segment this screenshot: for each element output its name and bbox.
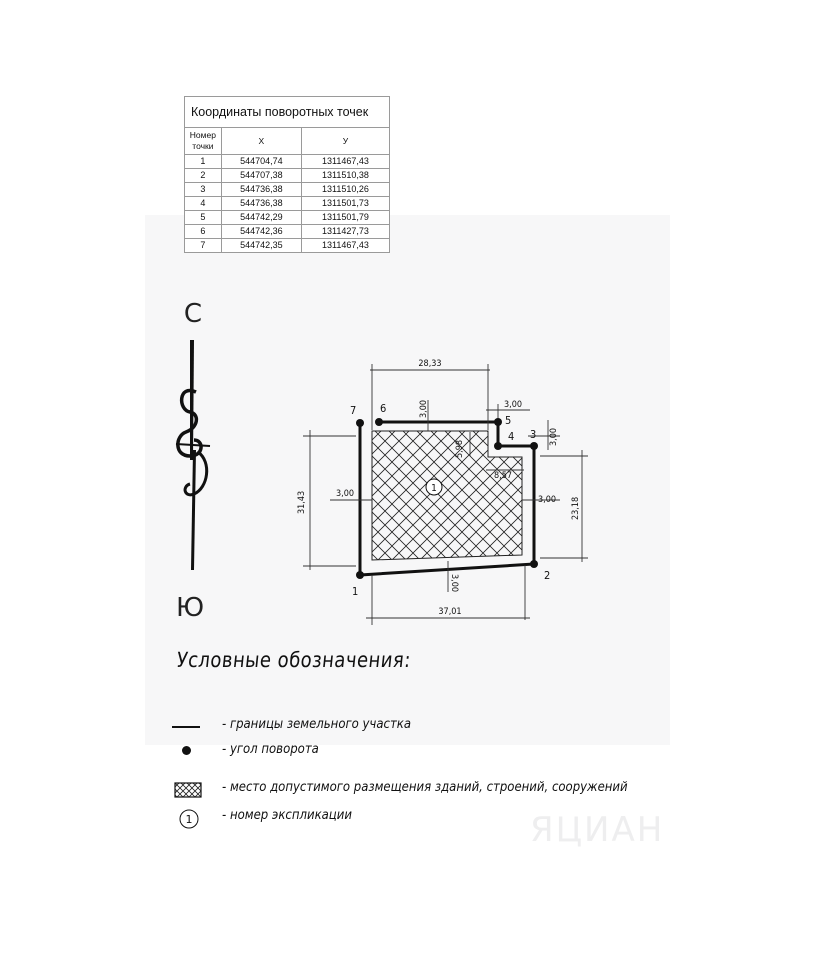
- corner-point-3: [530, 442, 538, 450]
- coord-x: 544742,35: [221, 239, 301, 253]
- coord-x: 544742,29: [221, 211, 301, 225]
- dim-top-setback: 3,00: [419, 399, 429, 418]
- point-number: 1: [185, 155, 222, 169]
- legend-corner-text: - угол поворота: [222, 742, 319, 757]
- coord-x: 544704,74: [221, 155, 301, 169]
- corner-point-6: [375, 418, 383, 426]
- point-label-2: 2: [544, 569, 551, 582]
- coord-y: 1311510,26: [301, 183, 389, 197]
- south-label: Ю: [175, 593, 205, 623]
- point-number: 4: [185, 197, 222, 211]
- point-number: 3: [185, 183, 222, 197]
- corner-point-5: [494, 418, 502, 426]
- coord-x: 544736,38: [221, 183, 301, 197]
- coord-x: 544707,38: [221, 169, 301, 183]
- north-arrow-icon: [176, 340, 210, 570]
- corner-dot-symbol: [182, 746, 191, 755]
- dim-right-setback: 3,00: [538, 495, 557, 505]
- point-number: 6: [185, 225, 222, 239]
- corner-point-7: [356, 419, 364, 427]
- point-label-3: 3: [530, 428, 537, 441]
- coord-y: 1311501,79: [301, 211, 389, 225]
- legend-zone-text: - место допустимого размещения зданий, строений, сооружений: [222, 780, 628, 795]
- watermark: ЯЦИАН: [530, 810, 665, 850]
- coord-y: 1311501,73: [301, 197, 389, 211]
- north-label: С: [183, 299, 203, 329]
- dim-top-width: 28,33: [418, 359, 442, 369]
- buildable-zone: [372, 431, 522, 560]
- boundary-line-symbol: [172, 726, 200, 728]
- explication-marker: [426, 479, 442, 495]
- explication-circle-number: 1: [185, 813, 193, 826]
- point-number: 7: [185, 239, 222, 253]
- dim-bottom-setback: 3,00: [449, 574, 459, 593]
- coord-x: 544742,36: [221, 225, 301, 239]
- legend-boundary-text: - границы земельного участка: [222, 717, 411, 732]
- coord-y: 1311467,43: [301, 155, 389, 169]
- dim-right-height: 23,18: [571, 496, 581, 520]
- point-label-5: 5: [505, 414, 512, 427]
- coord-y: 1311467,43: [301, 239, 389, 253]
- dim-notch-depth: 5,98: [455, 439, 465, 458]
- corner-point-4: [494, 442, 502, 450]
- corner-point-2: [530, 560, 538, 568]
- coord-y: 1311427,73: [301, 225, 389, 239]
- compass-rose: [176, 299, 210, 623]
- dim-left-setback: 3,00: [336, 489, 355, 499]
- explication-circle-symbol: [178, 808, 200, 830]
- coord-x: 544736,38: [221, 197, 301, 211]
- corner-point-1: [356, 571, 364, 579]
- dim-notch-width: 8,57: [494, 471, 513, 481]
- header-number: Номер точки: [185, 128, 222, 155]
- hatch-area-symbol: [174, 782, 202, 798]
- point-label-1: 1: [352, 585, 359, 598]
- dim-right-setback-side: 3,00: [549, 427, 559, 446]
- point-number: 2: [185, 169, 222, 183]
- legend-number-text: - номер экспликации: [222, 808, 352, 823]
- dim-bottom-width: 37,01: [438, 607, 462, 617]
- point-label-7: 7: [350, 404, 357, 417]
- header-x: X: [221, 128, 301, 155]
- header-y: У: [301, 128, 389, 155]
- point-number: 5: [185, 211, 222, 225]
- dim-right-setback-top: 3,00: [504, 400, 523, 410]
- coord-y: 1311510,38: [301, 169, 389, 183]
- point-label-6: 6: [380, 402, 387, 415]
- table-title: Координаты поворотных точек: [185, 97, 390, 128]
- dim-left-height: 31,43: [297, 490, 307, 514]
- explication-number: 1: [431, 483, 437, 494]
- legend-title: Условные обозначения:: [175, 648, 413, 672]
- point-label-4: 4: [508, 430, 515, 443]
